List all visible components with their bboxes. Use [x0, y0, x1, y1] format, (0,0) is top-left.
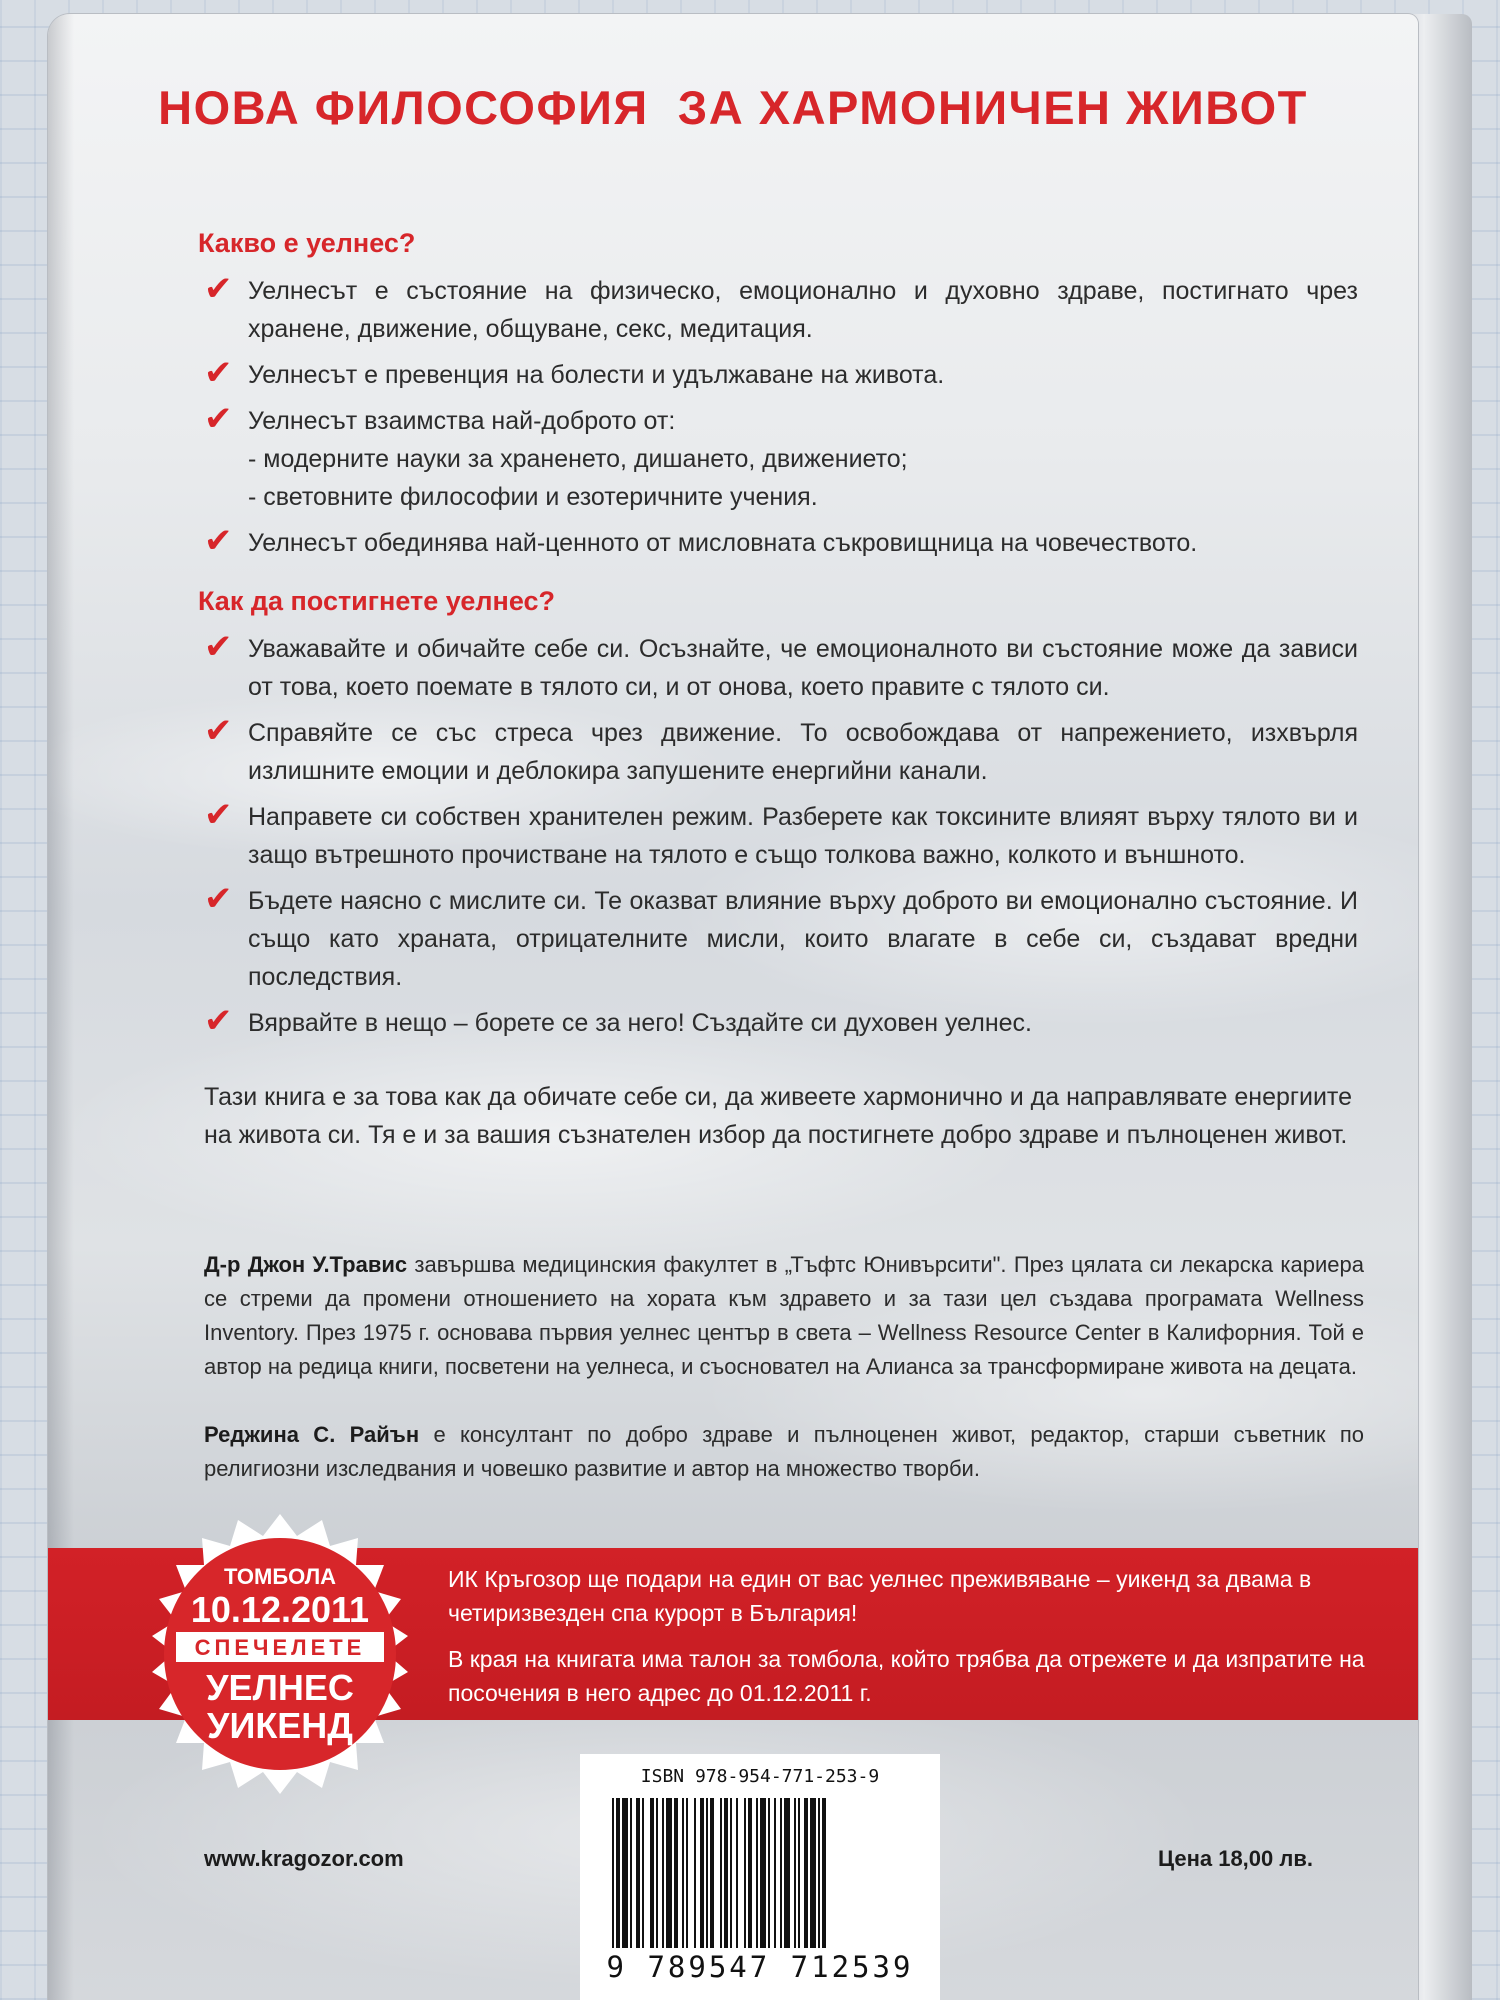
- barcode-bar: [666, 1798, 672, 1948]
- seal-line-1: УЕЛНЕС: [206, 1667, 354, 1708]
- checkmark-icon: ✔: [204, 400, 233, 438]
- barcode-bar: [686, 1798, 688, 1948]
- barcode-bar: [682, 1798, 684, 1948]
- barcode-bar: [748, 1798, 752, 1948]
- barcode-bar: [822, 1798, 826, 1948]
- list-item: [198, 882, 1358, 996]
- barcode-bar: [730, 1798, 732, 1948]
- book-price: Цена 18,00 лв.: [1158, 1846, 1313, 1871]
- barcode-bar: [656, 1798, 658, 1948]
- barcode-label: [580, 1754, 940, 2000]
- barcode-bar: [736, 1798, 738, 1948]
- checkmark-icon: ✔: [204, 1002, 233, 1040]
- book-summary: Тази книга е за това как да обичате себе си, да живеете хармонично и да направлявате енергиите на живота си. Тя е и за вашия съзнателен избор да постигнете добро здраве и пълноценен живот.: [204, 1083, 1352, 1149]
- barcode-bar: [760, 1798, 766, 1948]
- list-item-text: Уелнесът е превенция на болести и удължаване на живота.: [248, 361, 945, 389]
- barcode-bar: [724, 1798, 728, 1948]
- barcode-bar: [694, 1798, 696, 1948]
- list-item: [198, 798, 1358, 874]
- barcode-bar: [674, 1798, 678, 1948]
- cover-title: НОВА ФИЛОСОФИЯ ЗА ХАРМОНИЧЕН ЖИВОТ: [158, 81, 1308, 134]
- section-list-what: [198, 272, 1358, 570]
- barcode-bar: [794, 1798, 796, 1948]
- list-item-text: Направете си собствен хранителен режим. Разберете как токсините влияят върху тялото ви и защо вътрешното прочистване на тялото е също толкова важно, колкото и външното.: [248, 803, 1358, 869]
- list-subitem: - световните философии и езотеричните учения.: [248, 483, 818, 511]
- barcode-bar: [756, 1798, 758, 1948]
- barcode-bar: [650, 1798, 654, 1948]
- author-bio-text: завършва медицинския факултет в „Тъфтс Юнивърсити". През цялата си лекарска кариера се стреми да промени отношението на хората към здравето и за тази цел създава програмата Wellness Inventory. През 1975 г. основава първия уелнес център в света – Wellness Resource Center в Калифорния. Той е автор на редица книги, посветени на уелнеса, и съосновател на Алианса за трансформиране живота на децата.: [204, 1252, 1364, 1379]
- list-item-text: Уелнесът взаимства най-доброто от:: [248, 407, 676, 435]
- author-bio-ryan: [204, 1418, 1364, 1486]
- author-name: Д-р Джон У.Травис: [204, 1252, 408, 1277]
- barcode-bar: [810, 1798, 816, 1948]
- author-name: Реджина С. Райън: [204, 1422, 420, 1447]
- list-item: [198, 272, 1358, 348]
- checkmark-icon: ✔: [204, 354, 233, 392]
- publisher-website: www.kragozor.com: [204, 1846, 404, 1871]
- promo-text-2: В края на книгата има талон за томбола, който трябва да отрежете и да изпратите на посочения в него адрес до 01.12.2011 г.: [448, 1646, 1365, 1706]
- barcode-bar: [710, 1798, 714, 1948]
- isbn-text: ISBN 978-954-771-253-9: [640, 1766, 880, 1787]
- list-item-text: Вярвайте в нещо – борете се за него! Създайте си духовен уелнес.: [248, 1009, 1032, 1037]
- seal-date: 10.12.2011: [190, 1589, 370, 1630]
- list-item-text: Уелнесът е състояние на физическо, емоционално и духовно здраве, постигнато чрез хранене, движение, общуване, секс, медитация.: [248, 277, 1358, 343]
- barcode-bar: [744, 1798, 746, 1948]
- book-back-cover: [48, 14, 1418, 2000]
- barcode-bar: [612, 1798, 614, 1948]
- list-item: [198, 356, 1358, 394]
- checkmark-icon: ✔: [204, 796, 233, 834]
- list-item: [198, 402, 1358, 516]
- list-item: [198, 1004, 1358, 1042]
- section-heading-how: Как да постигнете уелнес?: [198, 586, 556, 616]
- barcode-bar: [662, 1798, 664, 1948]
- barcode-bar: [642, 1798, 644, 1948]
- barcode-bar: [700, 1798, 704, 1948]
- barcode-bar: [706, 1798, 708, 1948]
- section-list-how: [198, 630, 1358, 1050]
- list-item-text: Уелнесът обединява най-ценното от мисловната съкровищница на човечеството.: [248, 529, 1198, 557]
- barcode-bar: [616, 1798, 620, 1948]
- barcode-bar: [818, 1798, 820, 1948]
- list-item: [198, 524, 1358, 562]
- author-bio-travis: [204, 1248, 1364, 1384]
- barcode-bar: [720, 1798, 722, 1948]
- promo-text-1: ИК Кръгозор ще подари на един от вас уелнес преживяване – уикенд за двама в четиризвезден спа курорт в България!: [448, 1566, 1312, 1626]
- ean-number: 9 789547 712539: [606, 1950, 914, 1984]
- seal-win-text: СПЕЧЕЛЕТЕ: [194, 1635, 366, 1660]
- barcode-bar: [774, 1798, 776, 1948]
- list-subitem: - модерните науки за храненето, дишането, движението;: [248, 445, 908, 473]
- list-item: [198, 714, 1358, 790]
- checkmark-icon: ✔: [204, 522, 233, 560]
- barcode-graphic: [610, 1798, 910, 1948]
- barcode-bar: [804, 1798, 808, 1948]
- barcode-bar: [798, 1798, 800, 1948]
- raffle-seal: [140, 1514, 420, 1794]
- seal-top-text: ТОМБОЛА: [223, 1564, 337, 1589]
- author-bio-text: е консултант по добро здраве и пълноценен живот, редактор, старши съветник по религиозни изследвания и човешко развитие и автор на множество творби.: [204, 1422, 1364, 1481]
- section-heading-what: Какво е уелнес?: [198, 228, 416, 258]
- barcode-bar: [622, 1798, 628, 1948]
- list-item-text: Бъдете наясно с мислите си. Те оказват влияние върху доброто ви емоционално състояние. И също като храната, отрицателните мисли, които влагате в себе си, създават вредни последствия.: [248, 887, 1358, 991]
- barcode-bar: [768, 1798, 770, 1948]
- barcode-bar: [630, 1798, 632, 1948]
- list-item-text: Уважавайте и обичайте себе си. Осъзнайте, че емоционалното ви състояние може да зависи от това, което поемате в тялото си, и от онова, което правите с тялото си.: [248, 635, 1358, 701]
- barcode-bar: [780, 1798, 782, 1948]
- checkmark-icon: ✔: [204, 628, 233, 666]
- checkmark-icon: ✔: [204, 880, 233, 918]
- checkmark-icon: ✔: [204, 712, 233, 750]
- seal-line-2: УИКЕНД: [207, 1705, 353, 1746]
- list-item: [198, 630, 1358, 706]
- checkmark-icon: ✔: [204, 270, 233, 308]
- list-item-text: Справяйте се със стреса чрез движение. То освобождава от напрежението, изхвърля излишните емоции и деблокира запушените енергийни канали.: [248, 719, 1358, 785]
- barcode-bar: [636, 1798, 640, 1948]
- barcode-bar: [784, 1798, 790, 1948]
